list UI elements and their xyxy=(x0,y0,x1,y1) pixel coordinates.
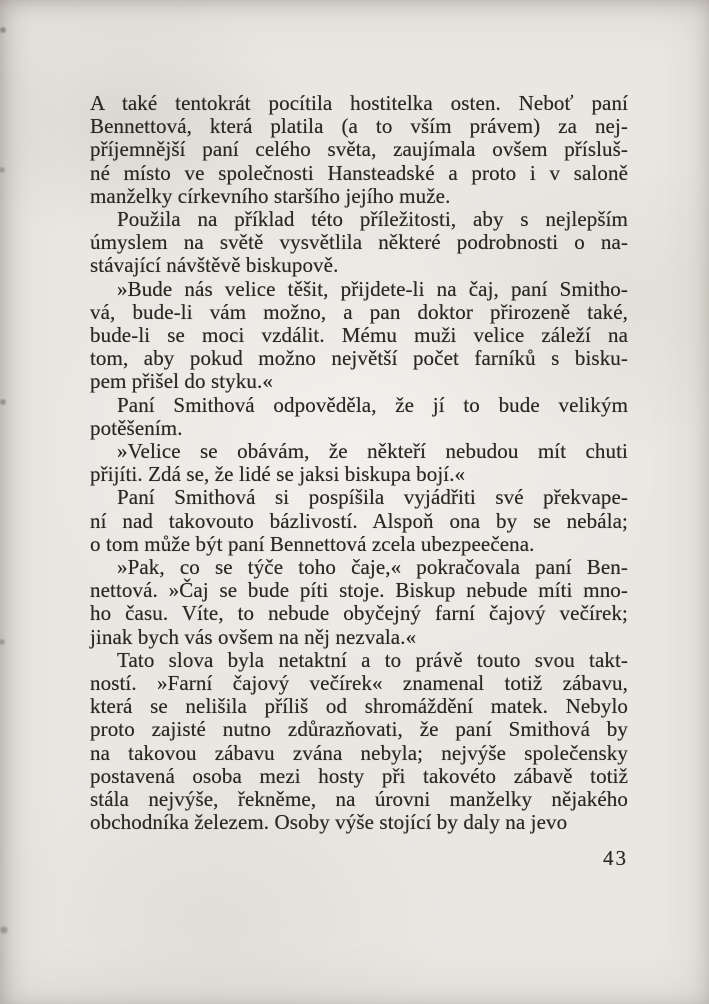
paragraph xyxy=(90,486,628,556)
text-line: která se nelišila příliš od shromáždění matek. Nebylo xyxy=(90,694,628,719)
text-line: postavená osoba mezi hosty při takovéto zábavě totiž xyxy=(90,763,628,788)
page-number: 43 xyxy=(603,846,628,870)
text-line: stávající návštěvě biskupově. xyxy=(90,253,339,278)
text-line: na takovou zábavu zvána nebyla; nejvýše společensky xyxy=(90,740,628,765)
page-text-block xyxy=(90,92,628,835)
text-line: nettová. »Čaj se bude píti stoje. Biskup nebude míti mno- xyxy=(90,578,628,603)
text-line: manželky církevního staršího jejího muže. xyxy=(90,183,451,208)
text-line: proto zajisté nutno zdůrazňovati, že paní Smithová by xyxy=(90,717,628,742)
paragraph xyxy=(90,278,628,394)
text-line: Bennettová, která platila (a to vším právem) za nej- xyxy=(90,114,628,139)
text-line: vá, bude-li vám možno, a pan doktor přirozeně také, xyxy=(90,299,628,324)
text-line: ní nad takovouto bázlivostí. Alspoň ona by se nebála; xyxy=(90,508,628,533)
text-line: né místo ve společnosti Hansteadské a proto i v saloně xyxy=(90,160,628,185)
text-line: úmyslem na světě vysvětlila některé podrobnosti o na- xyxy=(90,230,628,255)
text-line: »Pak, co se týče toho čaje,« pokračovala paní Ben- xyxy=(117,555,628,580)
text-line: Použila na příklad této příležitosti, aby s nejlepším xyxy=(117,207,628,232)
text-line: přijíti. Zdá se, že lidé se jaksi biskupa bojí.« xyxy=(90,462,466,487)
paragraph xyxy=(90,556,628,649)
text-line: Paní Smithová odpověděla, že jí to bude velikým xyxy=(117,392,628,417)
text-line: Tato slova byla netaktní a to právě touto svou takt- xyxy=(117,647,628,672)
text-line: »Bude nás velice těšit, přijdete-li na čaj, paní Smitho- xyxy=(117,276,628,301)
paragraph xyxy=(90,394,628,440)
text-line: ností. »Farní čajový večírek« znamenal totiž zábavu, xyxy=(90,671,628,696)
text-line: jinak bych vás ovšem na něj nezvala.« xyxy=(90,624,417,649)
paragraph xyxy=(90,649,628,835)
text-line: ho času. Víte, to nebude obyčejný farní čajový večírek; xyxy=(90,601,628,626)
paragraph xyxy=(90,92,628,208)
text-line: pem přišel do styku.« xyxy=(90,369,273,394)
text-line: obchodníka železem. Osoby výše stojící by daly na jevo xyxy=(90,810,568,835)
text-line: A také tentokrát pocítila hostitelka osten. Neboť paní xyxy=(90,91,628,115)
text-line: tom, aby pokud možno největší počet farníků s bisku- xyxy=(90,346,628,371)
paragraph xyxy=(90,208,628,278)
text-line: »Velice se obávám, že někteří nebudou mít chuti xyxy=(117,439,628,464)
text-line: potěšením. xyxy=(90,415,183,440)
text-line: bude-li se moci vzdálit. Mému muži velice záleží na xyxy=(90,323,628,348)
text-line: příjemnější paní celého světa, zaujímala ovšem přísluš- xyxy=(90,137,628,162)
text-line: stála nejvýše, řekněme, na úrovni manželky nějakého xyxy=(90,787,628,812)
text-line: o tom může být paní Bennettová zcela ubezpeečena. xyxy=(90,531,535,556)
text-line: Paní Smithová si pospíšila vyjádřiti své překvape- xyxy=(117,485,628,510)
paragraph xyxy=(90,440,628,486)
